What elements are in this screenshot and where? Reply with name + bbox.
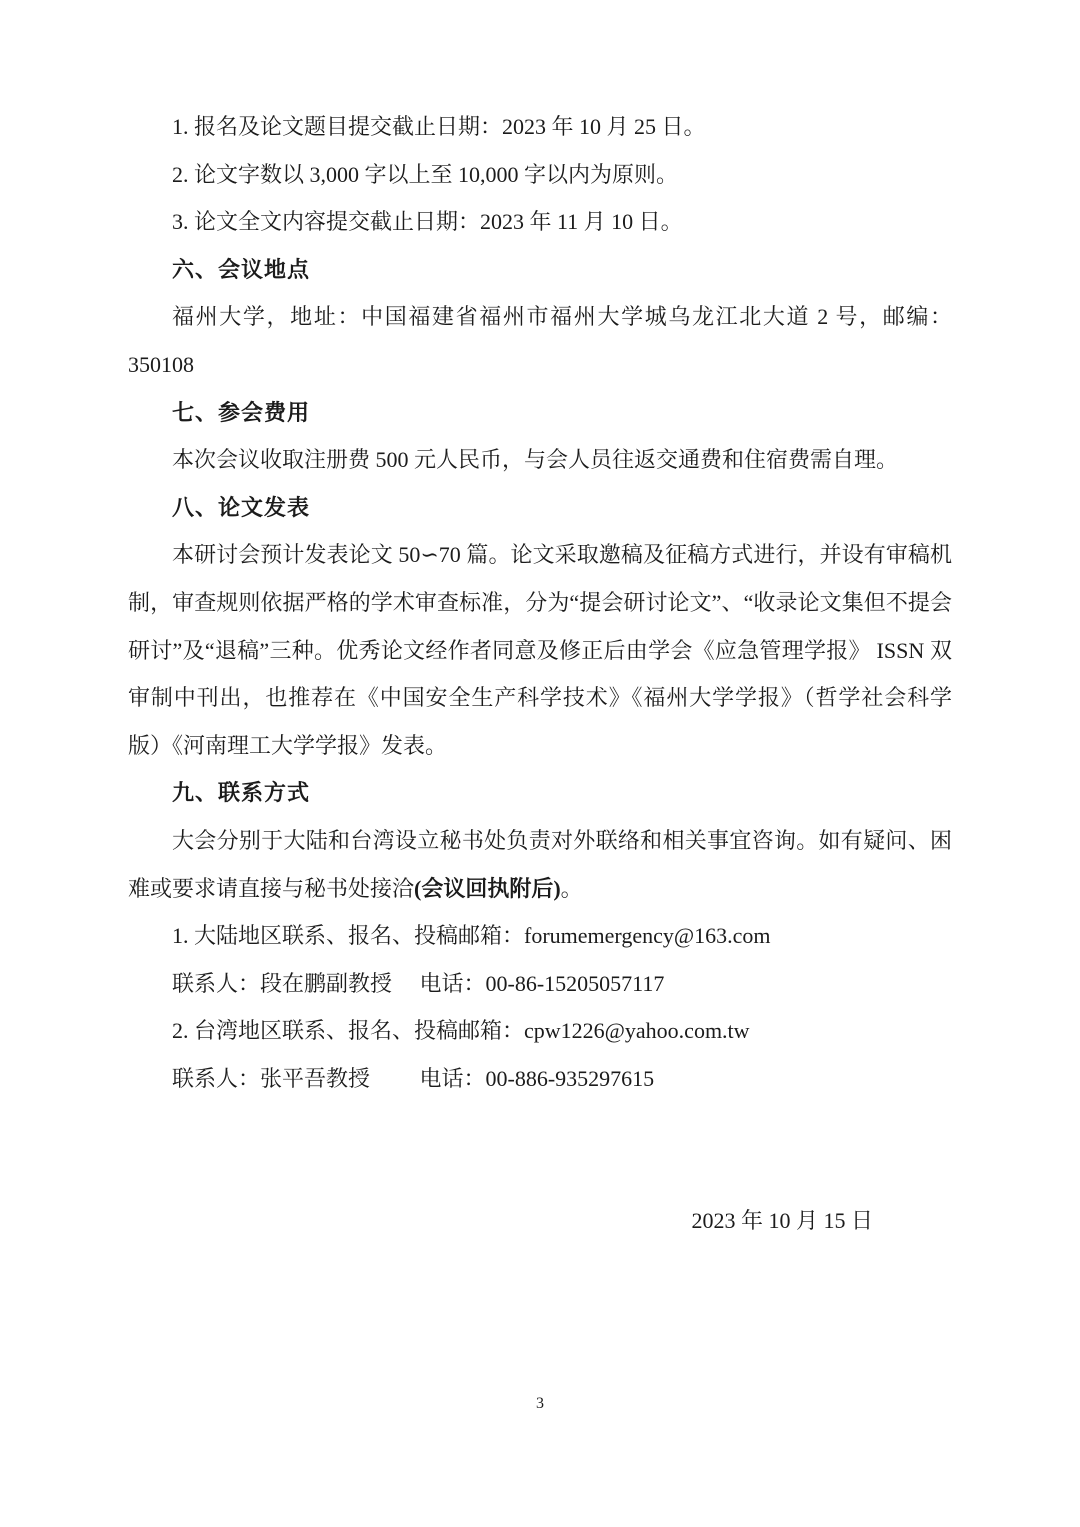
section-9-heading: 九、联系方式 xyxy=(172,780,311,806)
contact-mainland-person: 联系人：段在鹏副教授 电话：00-86-15205057117 xyxy=(172,970,665,996)
section-6-heading: 六、会议地点 xyxy=(172,256,311,282)
section-7-heading: 七、参会费用 xyxy=(172,399,311,425)
contact-taiwan-person: 联系人：张平吾教授 电话：00-886-935297615 xyxy=(172,1065,655,1091)
section-7-body: 本次会议收取注册费 500 元人民币，与会人员往返交通费和住宿费需自理。 xyxy=(172,447,899,473)
section-9-body-text: 大会分别于大陆和台湾设立秘书处负责对外联络和相关事宜咨询。如有疑问、困难或要求请直接与秘书处接洽 xyxy=(128,827,952,901)
deadline-item-3: 3. 论文全文内容提交截止日期：2023 年 11 月 10 日。 xyxy=(172,209,683,235)
date-line: 2023 年 10 月 15 日 xyxy=(691,1208,873,1234)
contact-mainland-email: 1. 大陆地区联系、报名、投稿邮箱：forumemergency@163.com xyxy=(172,923,771,949)
section-9-body xyxy=(128,817,952,912)
deadline-item-1: 1. 报名及论文题目提交截止日期：2023 年 10 月 25 日。 xyxy=(172,114,706,139)
contact-taiwan-email: 2. 台湾地区联系、报名、投稿邮箱：cpw1226@yahoo.com.tw xyxy=(172,1018,750,1044)
section-8-body: 本研讨会预计发表论文 50∽70 篇。论文采取邀稿及征稿方式进行，并设有审稿机制，审查规则依据严格的学术审查标准，分为“提会研讨论文”、“收录论文集但不提会研讨”及“退稿”三种。优秀论文经作者同意及修正后由学会《应急管理学报》 ISSN 双审制中刊出，也推荐在《中国安全生产科学技术》《福州大学学报》（哲学社会科学版）《河南理工大学学报》发表。 xyxy=(128,542,952,758)
deadline-item-2: 2. 论文字数以 3,000 字以上至 10,000 字以内为原则。 xyxy=(172,161,679,187)
reply-form-note: (会议回执附后) xyxy=(414,875,561,901)
section-9-body-period: 。 xyxy=(560,875,583,901)
section-6-body: 福州大学，地址：中国福建省福州市福州大学城乌龙江北大道 2 号，邮编：350108 xyxy=(128,304,952,377)
page-number: 3 xyxy=(536,1395,544,1412)
section-8-heading: 八、论文发表 xyxy=(172,494,311,520)
